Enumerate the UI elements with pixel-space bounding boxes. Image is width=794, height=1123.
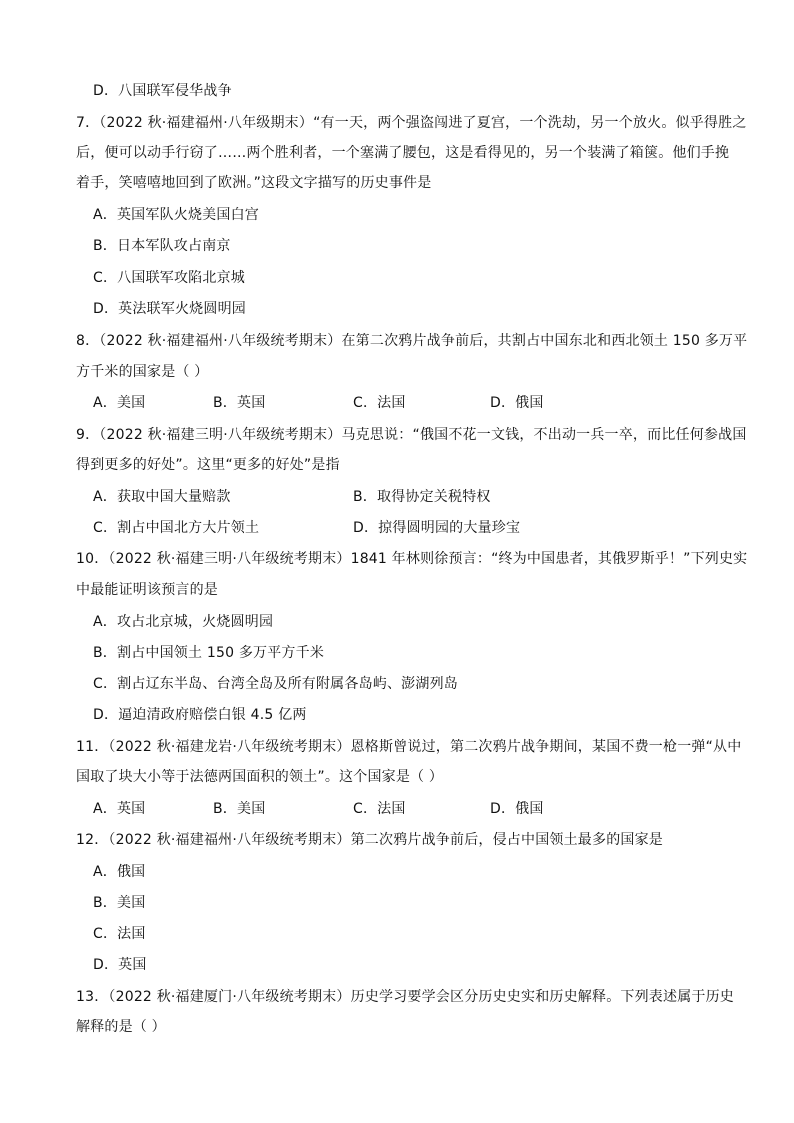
question-12-line-1: 12．（2022 秋·福建福州·八年级统考期末）第二次鸦片战争前后，侵占中国领土最多的国家是 xyxy=(76,832,663,848)
option-a: A．攻占北京城，火烧圆明园 xyxy=(93,614,274,630)
option-d: D．英国 xyxy=(93,957,147,973)
question-13-line-2: 解释的是（ ） xyxy=(76,1019,166,1035)
option-b: B．美国 xyxy=(213,801,266,817)
option-c: C．割占中国北方大片领土 xyxy=(93,520,260,536)
option-a: A．英国军队火烧美国白宫 xyxy=(93,207,259,223)
option-a: A．俄国 xyxy=(93,864,146,880)
question-13-line-1: 13．（2022 秋·福建厦门·八年级统考期末）历史学习要学会区分历史史实和历史解释。下列表述属于历史 xyxy=(76,989,734,1005)
question-11-line-2: 国取了块大小等于法德两国面积的领土”。这个国家是（ ） xyxy=(76,769,444,785)
option-d: D．俄国 xyxy=(490,801,544,817)
option-c: C．八国联军攻陷北京城 xyxy=(93,270,245,286)
option-c: C．法国 xyxy=(93,926,146,942)
question-9-line-2: 得到更多的好处”。这里“更多的好处”是指 xyxy=(76,457,340,473)
option-a: A．获取中国大量赔款 xyxy=(93,489,231,505)
option-b: B．美国 xyxy=(93,895,146,911)
option-b: B．割占中国领土 150 多万平方千米 xyxy=(93,645,325,661)
option-d: D．俄国 xyxy=(490,395,544,411)
question-7-line-1: 7．（2022 秋·福建福州·八年级期末）“有一天，两个强盗闯进了夏宫，一个洗劫，另一个放火。似乎得胜之 xyxy=(76,115,747,131)
option-d: D．英法联军火烧圆明园 xyxy=(93,301,246,317)
option-a: A．英国 xyxy=(93,801,146,817)
option-a: A．美国 xyxy=(93,395,146,411)
option-b: B．英国 xyxy=(213,395,266,411)
option-d: D．逼迫清政府赔偿白银 4.5 亿两 xyxy=(93,707,307,723)
option-b: B．日本军队攻占南京 xyxy=(93,238,231,254)
question-8-line-2: 方千米的国家是（ ） xyxy=(76,364,209,380)
question-10-line-2: 中最能证明该预言的是 xyxy=(76,582,218,598)
option-b: B．取得协定关税特权 xyxy=(353,489,491,505)
option-d: D．掠得圆明园的大量珍宝 xyxy=(353,520,521,536)
question-7-line-3: 着手，笑嘻嘻地回到了欧洲。”这段文字描写的历史事件是 xyxy=(76,175,432,191)
question-11-line-1: 11．（2022 秋·福建龙岩·八年级统考期末）恩格斯曾说过，第二次鸦片战争期间，某国不费一枪一弹“从中 xyxy=(76,739,742,755)
option-c: C．割占辽东半岛、台湾全岛及所有附属各岛屿、澎湖列岛 xyxy=(93,676,458,692)
option-c: C．法国 xyxy=(353,801,406,817)
question-9-line-1: 9．（2022 秋·福建三明·八年级统考期末）马克思说：“俄国不花一文钱，不出动一兵一卒，而比任何参战国 xyxy=(76,427,747,443)
question-10-line-1: 10．（2022 秋·福建三明·八年级统考期末）1841 年林则徐预言：“终为中国患者，其俄罗斯乎！”下列史实 xyxy=(76,551,748,567)
question-8-line-1: 8．（2022 秋·福建福州·八年级统考期末）在第二次鸦片战争前后，共割占中国东北和西北领土 150 多万平 xyxy=(76,333,748,349)
option-d: D．八国联军侵华战争 xyxy=(93,83,232,99)
question-7-line-2: 后，便可以动手行窃了……两个胜利者，一个塞满了腰包，这是看得见的，另一个装满了箱箧。他们手挽 xyxy=(76,145,730,161)
option-c: C．法国 xyxy=(353,395,406,411)
